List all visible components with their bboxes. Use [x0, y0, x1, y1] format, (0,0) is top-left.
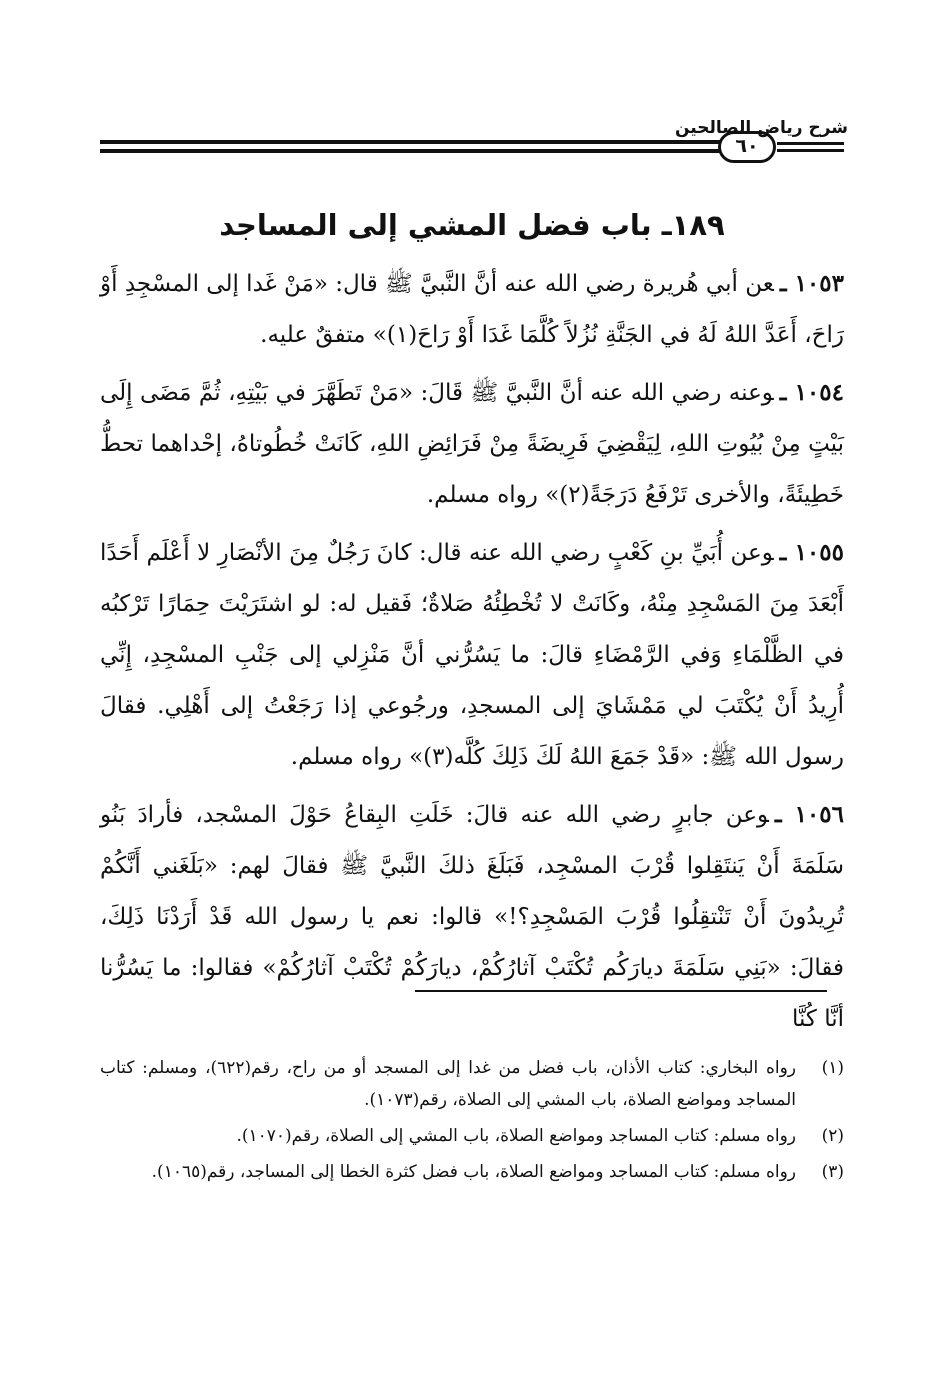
header-rule-lower	[100, 149, 720, 153]
hadith-text: عن أبي هُريرة رضي الله عنه أنَّ النَّبيَّ ﷺ قال: «مَنْ غَدا إلى المسْجِدِ أَوْ رَاحَ، أَعَدَّ اللهُ لَهُ في الجَنَّةِ نُزُلاً كُلَّمَا غَدَا أَوْ رَاحَ(١)» متفقٌ عليه.	[100, 271, 844, 348]
footnote-text: رواه مسلم: كتاب المساجد ومواضع الصلاة، باب فضل كثرة الخطا إلى المساجد، رقم(١٠٦٥).	[151, 1162, 796, 1182]
chapter-title: ١٨٩ـ باب فضل المشي إلى المساجد	[219, 208, 725, 242]
page-number: ٦٠	[718, 131, 776, 163]
footnote-item	[100, 1156, 844, 1188]
footnote-item	[100, 1120, 844, 1152]
footnote-text: رواه البخاري: كتاب الأذان، باب فضل من غدا إلى المسجد أو من راح، رقم(٦٢٢)، ومسلم: كتاب المساجد ومواضع الصلاة، باب المشي إلى الصلاة، رقم(١٠٧٣).	[100, 1058, 796, 1110]
hadith-paragraph	[100, 527, 844, 783]
footnote-text: رواه مسلم: كتاب المساجد ومواضع الصلاة، باب المشي إلى الصلاة، رقم(١٠٧٠).	[236, 1126, 796, 1146]
footnotes	[100, 1052, 844, 1192]
footnote-separator	[415, 990, 827, 992]
footnote-number: (٢)	[821, 1126, 844, 1146]
hadith-text: وعن جابرٍ رضي الله عنه قالَ: خَلَتِ البِقاعُ حَوْلَ المسْجد، فأرادَ بَنُو سَلَمَةَ أَنْ يَنتَقِلوا قُرْبَ المسْجِد، فَبَلَغَ ذلكَ النَّبيَّ ﷺ فقالَ لهم: «بَلَغَني أَنَّكُمْ تُرِيدُونَ أَنْ تَنْتقِلُوا قُرْبَ المَسْجِدِ؟!» قالوا: نعم يا رسول الله قَدْ أَرَدْنَا ذَلِكَ، فقالَ: «بَنِي سَلَمَةَ ديارَكُم تُكْتَبْ آثارُكُمْ، ديارَكُمْ تُكْتَبْ آثارُكُمْ» فقالوا: ما يَسُرُّنا أنَّا كُنَّا	[100, 802, 844, 1032]
hadith-number: ١٠٥٣ ـ	[779, 270, 844, 297]
header-rule-right	[777, 142, 844, 145]
hadith-paragraph	[100, 367, 844, 521]
header-rule-right-lower	[777, 149, 844, 152]
footnote-item	[100, 1052, 844, 1116]
running-header-title: شرح رياض الصالحين	[674, 118, 848, 138]
hadith-text: وعن أُبَيِّ بنِ كَعْبٍ رضي الله عنه قال: كانَ رَجُلٌ مِنَ الأنْصَارِ لا أَعْلَم أَحَدًا أَبْعَدَ مِنَ المَسْجِدِ مِنْهُ، وكَانَتْ لا تُخْطِئُهُ صَلاةٌ؛ فَقيل له: لو اشتَرَيْتَ حِمَارًا تَرْكبُه في الظَّلْمَاءِ وَفي الرَّمْضَاءِ قالَ: ما يَسُرُّني أنَّ مَنْزِلي إلى جَنْبِ المسْجِدِ، إِنِّي أُرِيدُ أَنْ يُكْتَبَ لي مَمْشَايَ إلى المسجدِ، ورجُوعي إذا رَجَعْتُ إلى أَهْلِي. فقالَ رسول الله ﷺ: «قَدْ جَمَعَ اللهُ لَكَ ذَلِكَ كُلَّه(٣)» رواه مسلم.	[100, 540, 844, 770]
hadith-number: ١٠٥٦ ـ	[774, 801, 844, 828]
header-rule	[100, 140, 720, 144]
footnote-number: (١)	[821, 1058, 844, 1078]
hadith-paragraph	[100, 789, 844, 1045]
hadith-paragraph	[100, 258, 844, 361]
main-text	[100, 258, 844, 1051]
hadith-number: ١٠٥٤ ـ	[779, 379, 844, 406]
footnote-number: (٣)	[821, 1162, 844, 1182]
hadith-number: ١٠٥٥ ـ	[779, 539, 844, 566]
hadith-text: وعنه رضي الله عنه أنَّ النَّبيَّ ﷺ قَالَ: «مَنْ تَطَهَّرَ في بَيْتِهِ، ثُمَّ مَضَى إِلَى بَيْتٍ مِنْ بُيُوتِ اللهِ، لِيَقْضِيَ فَرِيضَةً مِنْ فَرَائِضِ اللهِ، كَانَتْ خُطُوتاهُ، إحْداهما تحطُّ خَطِيئَةً، والأخرى تَرْفَعُ دَرَجَةً(٢)» رواه مسلم.	[100, 380, 844, 508]
